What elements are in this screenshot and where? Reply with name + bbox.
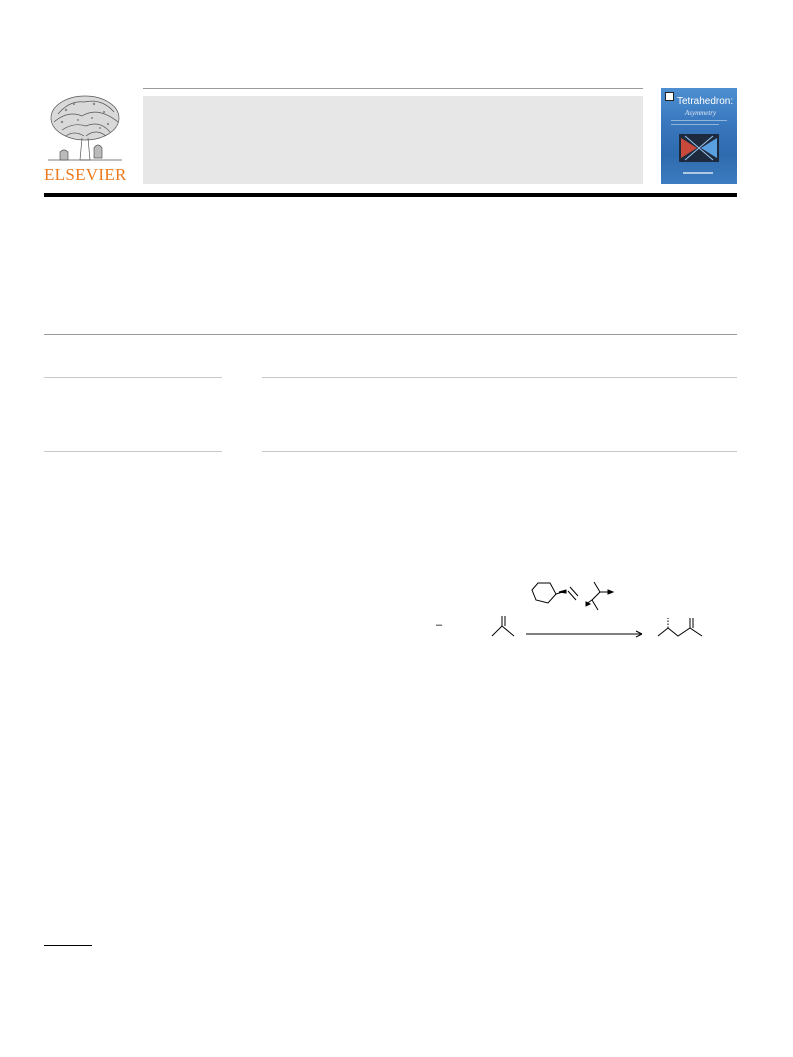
- substrate-skeleton: [492, 626, 514, 636]
- title-block-rule: [44, 334, 737, 335]
- product-skeleton: [658, 628, 702, 636]
- cover-subtitle: Asymmetry: [685, 109, 717, 117]
- journal-cover[interactable]: [661, 88, 737, 184]
- cover-footer-mark: [683, 172, 713, 174]
- catalyst-chain: [592, 582, 600, 610]
- publisher-name[interactable]: ELSEVIER: [44, 165, 127, 184]
- article-info-top-rule: [44, 377, 222, 378]
- product-double-bond: [690, 618, 693, 628]
- elsevier-logo: [44, 92, 126, 188]
- catalyst-double-bond: [568, 587, 578, 600]
- journal-header-banner: [143, 96, 643, 184]
- cover-artwork: [679, 134, 719, 162]
- tree-icon: [44, 92, 126, 164]
- cover-divider: [671, 120, 727, 121]
- top-rule: [143, 88, 643, 89]
- wedge-bond-3: [586, 602, 590, 606]
- reaction-scheme: [420, 570, 740, 650]
- qr-code-icon: [665, 92, 674, 101]
- cover-divider: [671, 124, 719, 125]
- minus-sign: –: [436, 619, 443, 631]
- cover-title: Tetrahedron:: [677, 96, 734, 107]
- pyrrolidine-ring: [532, 583, 556, 603]
- article-info-bottom-rule: [44, 451, 222, 452]
- abstract-top-rule: [262, 377, 737, 378]
- header-thick-rule: [44, 193, 737, 197]
- substrate-double-bond: [502, 616, 505, 626]
- abstract-bottom-rule: [262, 451, 737, 452]
- wedge-bond: [559, 590, 566, 593]
- wedge-bond-2: [608, 590, 613, 594]
- footnote-rule: [44, 945, 92, 946]
